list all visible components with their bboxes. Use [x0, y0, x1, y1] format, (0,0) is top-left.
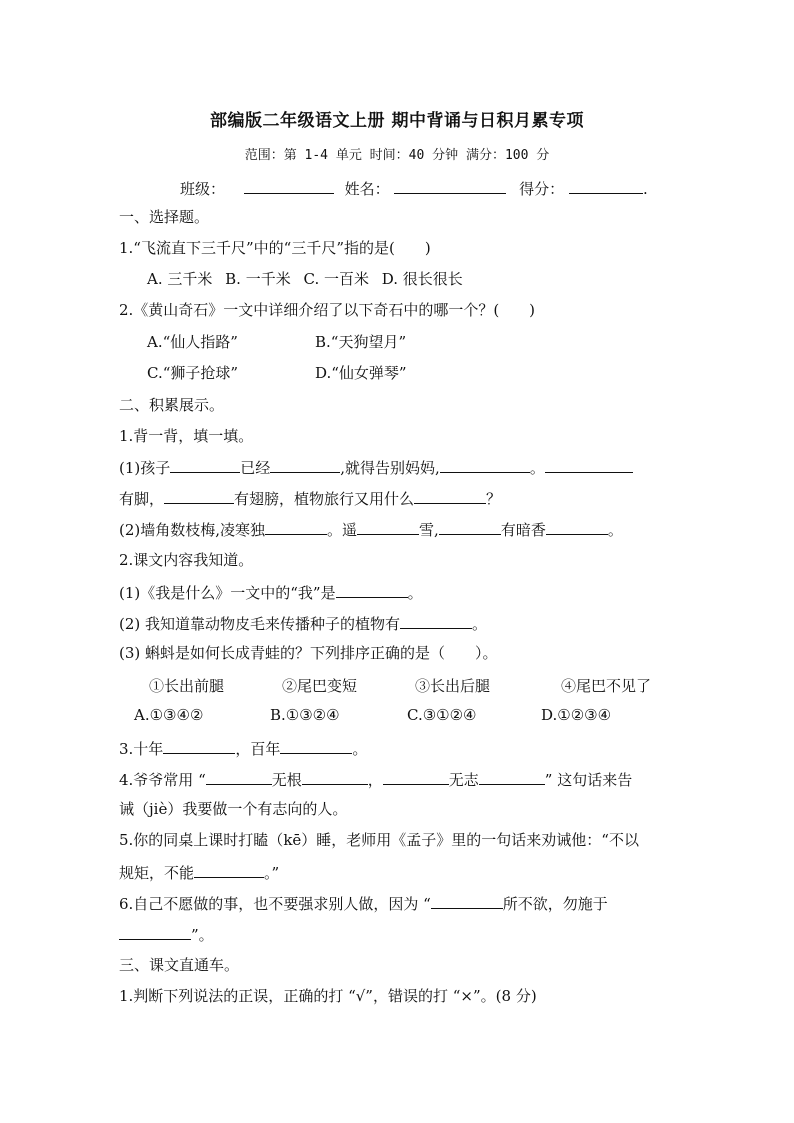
stage-item: ④尾巴不见了 — [561, 677, 652, 695]
text-segment: 已经 — [240, 459, 271, 477]
text-segment: 无根 — [271, 771, 302, 789]
text-segment: ， — [367, 771, 383, 789]
name-field[interactable] — [394, 177, 506, 194]
text-segment: 。遥 — [327, 521, 358, 539]
text-segment: 有翅膀，植物旅行又用什么 — [234, 490, 415, 508]
answer-blank[interactable] — [280, 737, 352, 754]
class-field[interactable] — [244, 177, 334, 194]
stage-item: ①长出前腿 — [149, 677, 225, 695]
option[interactable]: B. 一千米 — [225, 270, 291, 288]
text-segment: 。 — [607, 521, 623, 539]
text-segment: 6.自己不愿做的事，也不要强求别人做，因为 “ — [119, 895, 431, 913]
text-segment: 有暗香 — [500, 521, 546, 539]
fill-line — [119, 581, 679, 603]
answer-blank[interactable] — [265, 518, 327, 535]
question-stem: 1.背一背，填一填。 — [119, 427, 254, 445]
fill-line — [119, 612, 679, 634]
option[interactable]: B.“天狗望月” — [315, 333, 407, 351]
question-text: 5.你的同桌上课时打瞌（kē）睡，老师用《孟子》里的一句话来劝诫他：“不以 — [119, 831, 639, 849]
question-stem: 1.“飞流直下三千尺”中的“三千尺”指的是( ) — [119, 239, 431, 257]
option[interactable]: D. 很长很长 — [381, 270, 463, 288]
option[interactable]: D.①②③④ — [541, 706, 612, 724]
answer-blank[interactable] — [546, 518, 608, 535]
text-segment: (1)《我是什么》一文中的“我”是 — [119, 584, 336, 602]
text-segment: 规矩，不能 — [119, 864, 195, 882]
option[interactable]: C.“狮子抢球” — [147, 364, 239, 382]
text-segment: 无志 — [448, 771, 479, 789]
text-segment: ” 这句话来告 — [544, 771, 633, 789]
text-segment: ,就得告别妈妈, — [340, 459, 440, 477]
option[interactable]: D.“仙女弹琴” — [315, 364, 407, 382]
answer-blank[interactable] — [270, 456, 340, 473]
text-segment: 。 — [352, 740, 368, 758]
fill-line — [119, 923, 679, 945]
text-segment: 所不欲，勿施于 — [502, 895, 608, 913]
section-heading: 三、课文直通车。 — [119, 956, 240, 974]
stage-item: ③长出后腿 — [415, 677, 491, 695]
answer-blank[interactable] — [163, 737, 235, 754]
answer-blank[interactable] — [170, 456, 240, 473]
text-segment: 。 — [529, 459, 545, 477]
question-stem: 1.判断下列说法的正误，正确的打 “√”，错误的打 “×”。(8 分) — [119, 987, 537, 1005]
text-segment: 。” — [264, 864, 280, 882]
fill-line — [119, 737, 679, 759]
option[interactable]: B.①③②④ — [270, 706, 340, 724]
exam-subtitle: 范围：第 1-4 单元 时间：40 分钟 满分：100 分 — [244, 148, 550, 163]
fill-line — [119, 768, 679, 790]
score-label: 得分： — [519, 180, 565, 198]
answer-blank[interactable] — [400, 612, 472, 629]
text-segment: ”。 — [191, 926, 214, 944]
text-segment: 3.十年 — [119, 740, 164, 758]
fill-line — [119, 892, 679, 914]
answer-blank[interactable] — [479, 768, 545, 785]
answer-blank[interactable] — [194, 861, 264, 878]
section-heading: 二、积累展示。 — [119, 396, 225, 414]
end-mark: . — [642, 180, 648, 198]
stage-item: ②尾巴变短 — [282, 677, 358, 695]
text-segment: 4.爷爷常用 “ — [119, 771, 206, 789]
text-segment: 雪, — [419, 521, 439, 539]
answer-blank[interactable] — [336, 581, 408, 598]
student-info-row — [180, 177, 740, 199]
answer-blank[interactable] — [439, 518, 501, 535]
answer-blank[interactable] — [302, 768, 368, 785]
section-heading: 一、选择题。 — [119, 208, 210, 226]
text-segment: 。 — [472, 615, 488, 633]
question-stem: 2.《黄山奇石》一文中详细介绍了以下奇石中的哪一个？( ) — [119, 301, 536, 319]
answer-blank[interactable] — [545, 456, 633, 473]
text-segment: ，百年 — [235, 740, 281, 758]
answer-blank[interactable] — [357, 518, 419, 535]
text-segment: ？ — [486, 490, 502, 508]
score-field[interactable] — [569, 177, 643, 194]
text-segment: (2) 我知道靠动物皮毛来传播种子的植物有 — [119, 615, 401, 633]
answer-blank[interactable] — [164, 487, 234, 504]
text-segment: 。 — [407, 584, 423, 602]
option[interactable]: C.③①②④ — [407, 706, 477, 724]
option[interactable]: C. 一百米 — [303, 270, 369, 288]
page-title: 部编版二年级语文上册 期中背诵与日积月累专项 — [210, 111, 584, 131]
fill-line — [119, 861, 679, 883]
fill-line — [119, 518, 679, 540]
question-stem: 2.课文内容我知道。 — [119, 551, 254, 569]
option-row — [147, 269, 707, 289]
option[interactable]: A.①③④② — [134, 706, 204, 724]
fill-line — [119, 487, 679, 509]
text-segment: (1)孩子 — [119, 459, 171, 477]
fill-line — [119, 456, 679, 478]
answer-blank[interactable] — [431, 892, 503, 909]
question-stem: (3) 蝌蚪是如何长成青蛙的？下列排序正确的是（ ）。 — [119, 644, 498, 662]
class-label: 班级： — [180, 180, 226, 198]
answer-blank[interactable] — [414, 487, 486, 504]
name-label: 姓名： — [344, 180, 390, 198]
option[interactable]: A. 三千米 — [147, 270, 213, 288]
text-segment: (2)墙角数枝梅,凌寒独 — [119, 521, 266, 539]
answer-blank[interactable] — [383, 768, 449, 785]
question-text: 诫（jiè）我要做一个有志向的人。 — [119, 800, 348, 818]
answer-blank[interactable] — [119, 923, 191, 940]
answer-blank[interactable] — [440, 456, 530, 473]
answer-blank[interactable] — [206, 768, 272, 785]
text-segment: 有脚， — [119, 490, 165, 508]
option[interactable]: A.“仙人指路” — [147, 333, 238, 351]
